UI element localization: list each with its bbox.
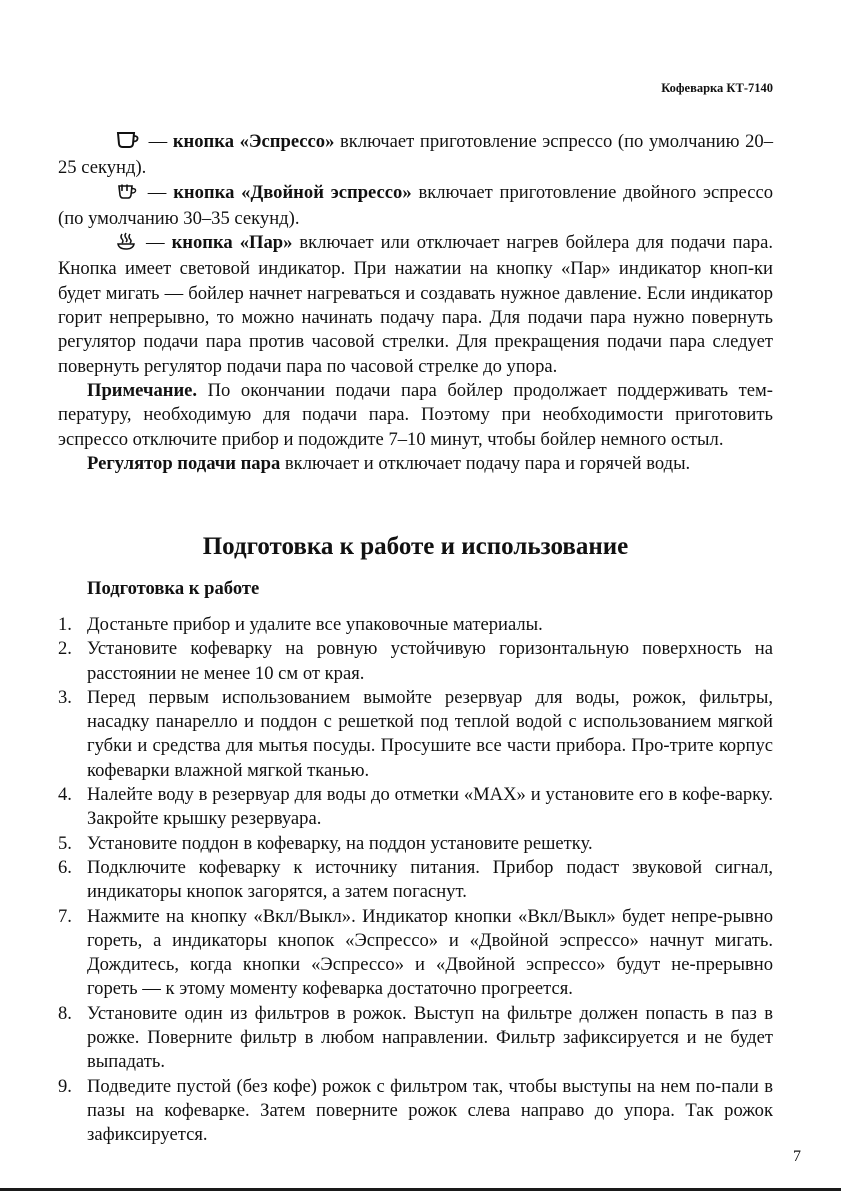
list-item-number: 8. xyxy=(58,1002,72,1024)
note-paragraph: Примечание. По окончании подачи пара бойлер продолжает поддерживать тем-пературу, необходимую для подачи пара. Поэтому при необходимости приготовить эспрессо отключите прибор и подождите 7–10 минут, чтобы бойлер немного остыл. xyxy=(58,379,773,450)
list-item-number: 7. xyxy=(58,905,72,927)
buttons-description xyxy=(58,130,773,476)
section-subtitle: Подготовка к работе xyxy=(87,578,260,599)
running-header: Кофеварка КТ-7140 xyxy=(661,81,773,95)
list-item xyxy=(58,1075,773,1148)
note-label: Примечание. xyxy=(87,379,198,401)
list-item xyxy=(58,856,773,905)
steam-icon xyxy=(87,232,136,257)
list-item xyxy=(58,1002,773,1075)
double-espresso-label: кнопка «Двойной эспрессо» xyxy=(173,181,412,203)
list-item-text: Подведите пустой (без кофе) рожок с фильтром так, чтобы выступы на нем по-пали в пазы на кофеварке. Затем поверните рожок слева направо до упора. Так рожок зафиксируется. xyxy=(87,1075,773,1146)
double-cup-icon xyxy=(87,182,138,207)
regulator-paragraph: Регулятор подачи пара включает и отключает подачу пара и горячей воды. xyxy=(87,452,691,474)
list-item-text: Установите один из фильтров в рожок. Выступ на фильтре должен попасть в паз в рожке. Поверните фильтр в любом направлении. Фильтр зафиксируется и не будет выпадать. xyxy=(87,1002,773,1073)
list-item-text: Подключите кофеварку к источнику питания. Прибор подаст звуковой сигнал, индикаторы кнопок загорятся, а затем погаснут. xyxy=(87,856,773,903)
espresso-label: кнопка «Эспрессо» xyxy=(172,131,335,152)
list-item-text: Перед первым использованием вымойте резервуар для воды, рожок, фильтры, насадку панарелло и поддон с решеткой под теплой водой с использованием мягкой губки и средства для мытья посуды. Просушите все части прибора. Про-трите корпус кофеварки влажной мягкой тканью. xyxy=(87,686,773,781)
list-item xyxy=(58,686,773,783)
regulator-label: Регулятор подачи пара xyxy=(87,452,281,474)
list-item-text: Налейте воду в резервуар для воды до отметки «МАХ» и установите его в кофе-варку. Закройте крышку резервуара. xyxy=(87,784,773,830)
steam-label: кнопка «Пар» xyxy=(171,232,293,254)
espresso-paragraph: — кнопка «Эспрессо» включает приготовление эспрессо (по умолчанию 20–25 секунд). xyxy=(58,131,774,179)
list-item xyxy=(58,905,773,1002)
list-item-number: 5. xyxy=(58,832,72,854)
list-item xyxy=(58,832,773,856)
cup-icon xyxy=(87,131,140,156)
steam-paragraph: — кнопка «Пар» включает или отключает нагрев бойлера для подачи пара. Кнопка имеет световой индикатор. При нажатии на кнопку «Пар» индикатор кноп-ки будет мигать — бойлер начнет нагреваться и создавать нужное давление. Если индикатор горит непрерывно, то можно начинать подачу пара. Для подачи пара нужно повернуть регулятор подачи пара против часовой стрелки. Для прекращения подачи пара следует повернуть регулятор подачи пара по часовой стрелке до упора. xyxy=(58,232,773,377)
preparation-steps xyxy=(58,613,773,1148)
list-item xyxy=(58,613,773,637)
list-item xyxy=(58,783,773,832)
list-item-text: Установите поддон в кофеварку, на поддон установите решетку. xyxy=(87,832,593,854)
list-item-number: 2. xyxy=(58,638,72,660)
list-item-number: 4. xyxy=(58,784,72,806)
list-item-text: Нажмите на кнопку «Вкл/Выкл». Индикатор кнопки «Вкл/Выкл» будет непре-рывно гореть, а индикаторы кнопок «Эспрессо» и «Двойной эспрессо» начнут мигать. Дождитесь, когда кнопки «Эспрессо» и «Двойной эспрессо» будут не-прерывно гореть — к этому моменту кофеварка достаточно прогреется. xyxy=(87,905,773,1000)
double-espresso-paragraph: — кнопка «Двойной эспрессо» включает приготовление двойного эспрессо (по умолчанию 30–35 секунд). xyxy=(58,181,773,229)
list-item xyxy=(58,637,773,686)
list-item-number: 3. xyxy=(58,686,72,708)
list-item-text: Установите кофеварку на ровную устойчивую горизонтальную поверхность на расстоянии не менее 10 см от края. xyxy=(87,638,773,684)
list-item-number: 1. xyxy=(58,614,72,635)
list-item-text: Достаньте прибор и удалите все упаковочные материалы. xyxy=(87,614,543,635)
page-number: 7 xyxy=(793,1148,801,1165)
section-title: Подготовка к работе и использование xyxy=(202,533,629,560)
list-item-number: 6. xyxy=(58,856,72,878)
list-item-number: 9. xyxy=(58,1075,72,1097)
